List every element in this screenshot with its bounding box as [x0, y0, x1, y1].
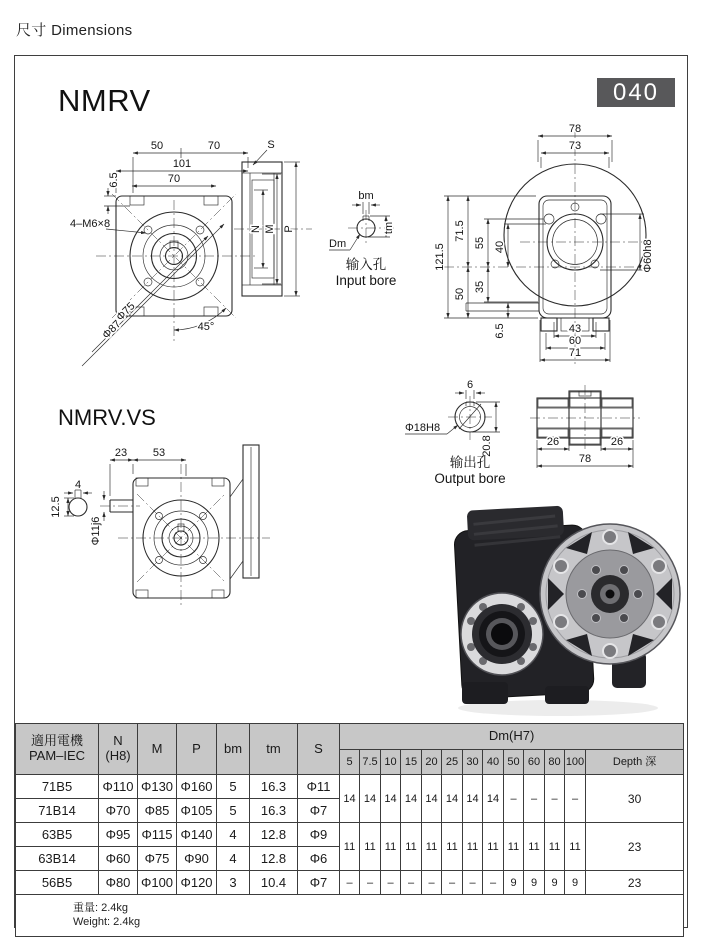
cell-m: Φ115	[138, 823, 177, 847]
vs-dim-53: 53	[152, 447, 166, 459]
cell-bm: 4	[217, 847, 250, 871]
cell-model: 71B5	[16, 775, 99, 799]
cell-dm: 14	[360, 775, 381, 823]
col-header-motor	[16, 724, 99, 775]
rear-dim-71-5: 71.5	[454, 220, 466, 242]
input-bore-diagram	[329, 190, 396, 288]
cell-dm: –	[524, 775, 545, 823]
cell-dm: 11	[565, 823, 586, 871]
cell-s: Φ11	[298, 775, 340, 799]
front-bolt-callout: 4–M6×8	[70, 218, 111, 230]
cell-bm: 3	[217, 871, 250, 895]
cell-n: Φ60	[99, 847, 138, 871]
dm-size-header: 5	[340, 750, 360, 775]
dm-size-header: 15	[401, 750, 422, 775]
col-header-tm: tm	[250, 724, 298, 775]
cell-s: Φ7	[298, 871, 340, 895]
shaft-section-drawing	[530, 385, 640, 468]
cell-p: Φ105	[177, 799, 217, 823]
rear-dim-71: 71	[568, 347, 582, 359]
rear-dim-40: 40	[494, 240, 506, 254]
input-dim-bm: bm	[358, 190, 374, 202]
table-row-56b5	[16, 871, 684, 895]
cell-dm: 14	[422, 775, 442, 823]
cell-tm: 16.3	[250, 775, 298, 799]
cell-m: Φ100	[138, 871, 177, 895]
cell-s: Φ6	[298, 847, 340, 871]
rear-dim-6-5: 6.5	[494, 323, 506, 339]
cell-dm: –	[340, 871, 360, 895]
cell-dm: –	[463, 871, 483, 895]
rear-dim-dia60h8: Φ60h8	[642, 239, 654, 273]
cell-p: Φ90	[177, 847, 217, 871]
vs-dim-4: 4	[74, 479, 82, 491]
front-dim-50: 50	[150, 140, 164, 152]
col-header-motor-en: PAM–IEC	[28, 748, 86, 763]
side-dim-p: P	[283, 225, 295, 233]
cell-dm: –	[442, 871, 463, 895]
cell-tm: 12.8	[250, 823, 298, 847]
dm-size-header: 20	[422, 750, 442, 775]
input-dim-dm: Dm	[329, 238, 347, 250]
col-header-m: M	[138, 724, 177, 775]
cell-dm: 14	[401, 775, 422, 823]
front-dim-dia75: Φ75	[114, 300, 138, 324]
front-dim-70-inner: 70	[167, 173, 181, 185]
output-bore-caption-en: Output bore	[434, 471, 506, 486]
cell-model: 63B5	[16, 823, 99, 847]
output-dim-6: 6	[466, 379, 474, 391]
cell-dm: 14	[381, 775, 401, 823]
page-title: 尺寸 Dimensions	[16, 22, 133, 39]
cell-bm: 4	[217, 823, 250, 847]
cell-tm: 10.4	[250, 871, 298, 895]
col-header-bm: bm	[217, 724, 250, 775]
rear-dim-121-5: 121.5	[434, 243, 446, 271]
col-header-s: S	[298, 724, 340, 775]
cell-m: Φ130	[138, 775, 177, 799]
cell-dm: –	[360, 871, 381, 895]
cell-model: 63B14	[16, 847, 99, 871]
cell-n: Φ95	[99, 823, 138, 847]
output-bore-diagram	[405, 379, 506, 486]
cell-dm: 11	[401, 823, 422, 871]
cell-dm: 14	[442, 775, 463, 823]
cell-dm: –	[422, 871, 442, 895]
dm-size-header: 25	[442, 750, 463, 775]
side-dim-s: S	[267, 139, 275, 151]
cell-m: Φ85	[138, 799, 177, 823]
cell-dm: 11	[545, 823, 565, 871]
cell-dm: –	[504, 775, 524, 823]
front-dim-dia87: Φ87	[100, 318, 124, 342]
dimensions-table-container	[15, 723, 683, 937]
col-header-n-sub: (H8)	[105, 748, 131, 763]
dm-size-header: 10	[381, 750, 401, 775]
dm-size-header: 60	[524, 750, 545, 775]
cell-dm: 14	[483, 775, 504, 823]
cell-p: Φ160	[177, 775, 217, 799]
cell-dm: –	[401, 871, 422, 895]
dm-size-header: 100	[565, 750, 586, 775]
input-bore-caption-cn: 输入孔	[345, 257, 387, 272]
cell-dm: 11	[524, 823, 545, 871]
dm-size-header: 50	[504, 750, 524, 775]
product-photo	[453, 504, 680, 716]
side-dim-n: N	[250, 225, 262, 233]
cell-depth: 30	[586, 775, 684, 823]
col-header-motor-cn: 適用電機	[30, 733, 83, 749]
col-header-depth: Depth 深	[586, 750, 684, 775]
cell-depth: 23	[586, 871, 684, 895]
output-dim-dia18h8: Φ18H8	[405, 422, 441, 434]
dm-size-header: 40	[483, 750, 504, 775]
cell-depth: 23	[586, 823, 684, 871]
rear-dim-78: 78	[568, 123, 582, 135]
cell-dm: –	[381, 871, 401, 895]
shaft-dim-26-left: 26	[546, 436, 560, 448]
front-dim-101: 101	[172, 158, 192, 170]
size-badge: 040	[597, 78, 675, 107]
weight-cn: 重量: 2.4kg	[73, 902, 129, 914]
cell-p: Φ140	[177, 823, 217, 847]
cell-n: Φ110	[99, 775, 138, 799]
front-dim-70-outer: 70	[207, 140, 221, 152]
cell-tm: 12.8	[250, 847, 298, 871]
cell-dm: 14	[463, 775, 483, 823]
cell-dm: 11	[463, 823, 483, 871]
vs-model-title: NMRV.VS	[58, 405, 156, 430]
input-bore-caption-en: Input bore	[335, 273, 397, 288]
rear-dim-35: 35	[474, 280, 486, 294]
cell-dm: 11	[483, 823, 504, 871]
weight-en: Weight: 2.4kg	[73, 915, 141, 928]
output-dim-20-8: 20.8	[481, 435, 493, 457]
vs-dim-dia11j6: Φ11j6	[90, 516, 102, 546]
cell-s: Φ7	[298, 799, 340, 823]
cell-n: Φ80	[99, 871, 138, 895]
cell-bm: 5	[217, 775, 250, 799]
cell-dm: 11	[422, 823, 442, 871]
col-header-n	[99, 724, 138, 775]
cell-dm: 11	[381, 823, 401, 871]
cell-dm: 9	[504, 871, 524, 895]
vs-dim-12-5: 12.5	[50, 496, 62, 518]
cell-dm: 9	[524, 871, 545, 895]
model-title: NMRV	[58, 83, 151, 118]
rear-dim-43: 43	[568, 323, 582, 335]
rear-dim-73: 73	[568, 140, 582, 152]
front-view-drawing	[70, 140, 256, 366]
cell-dm: –	[483, 871, 504, 895]
cell-model: 56B5	[16, 871, 99, 895]
col-header-n-top: N	[113, 733, 123, 749]
rear-dim-50: 50	[454, 287, 466, 301]
rear-view-drawing	[434, 123, 654, 364]
cell-dm: 14	[340, 775, 360, 823]
cell-dm: –	[545, 775, 565, 823]
rear-dim-55: 55	[474, 236, 486, 250]
shaft-dim-26-right: 26	[610, 436, 624, 448]
dm-size-header: 7.5	[360, 750, 381, 775]
cell-dm: 11	[340, 823, 360, 871]
rear-dim-60: 60	[568, 335, 582, 347]
table-row-71b5	[16, 775, 684, 799]
cell-model: 71B14	[16, 799, 99, 823]
cell-dm: 11	[442, 823, 463, 871]
cell-m: Φ75	[138, 847, 177, 871]
dm-size-header: 30	[463, 750, 483, 775]
side-view-drawing	[234, 139, 312, 296]
col-header-dm-group: Dm(H7)	[340, 724, 684, 750]
table-row-63b5	[16, 823, 684, 847]
cell-dm: 9	[565, 871, 586, 895]
cell-tm: 16.3	[250, 799, 298, 823]
dimensions-table	[15, 723, 684, 937]
front-dim-6-5: 6.5	[108, 172, 120, 188]
cell-s: Φ9	[298, 823, 340, 847]
cell-n: Φ70	[99, 799, 138, 823]
cell-p: Φ120	[177, 871, 217, 895]
col-header-p: P	[177, 724, 217, 775]
side-dim-m: M	[264, 224, 276, 234]
cell-dm: 9	[545, 871, 565, 895]
vs-dim-23: 23	[114, 447, 128, 459]
table-footer-row	[16, 895, 684, 937]
shaft-dim-78: 78	[578, 453, 592, 465]
weight-note-cell	[16, 895, 684, 937]
cell-dm: 11	[360, 823, 381, 871]
input-dim-tm: tm	[383, 221, 395, 235]
front-dim-angle: 45°	[197, 321, 215, 333]
vs-view-drawing	[50, 445, 270, 608]
cell-bm: 5	[217, 799, 250, 823]
dm-size-header: 80	[545, 750, 565, 775]
cell-dm: 11	[504, 823, 524, 871]
cell-dm: –	[565, 775, 586, 823]
output-bore-caption-cn: 输出孔	[449, 455, 491, 470]
